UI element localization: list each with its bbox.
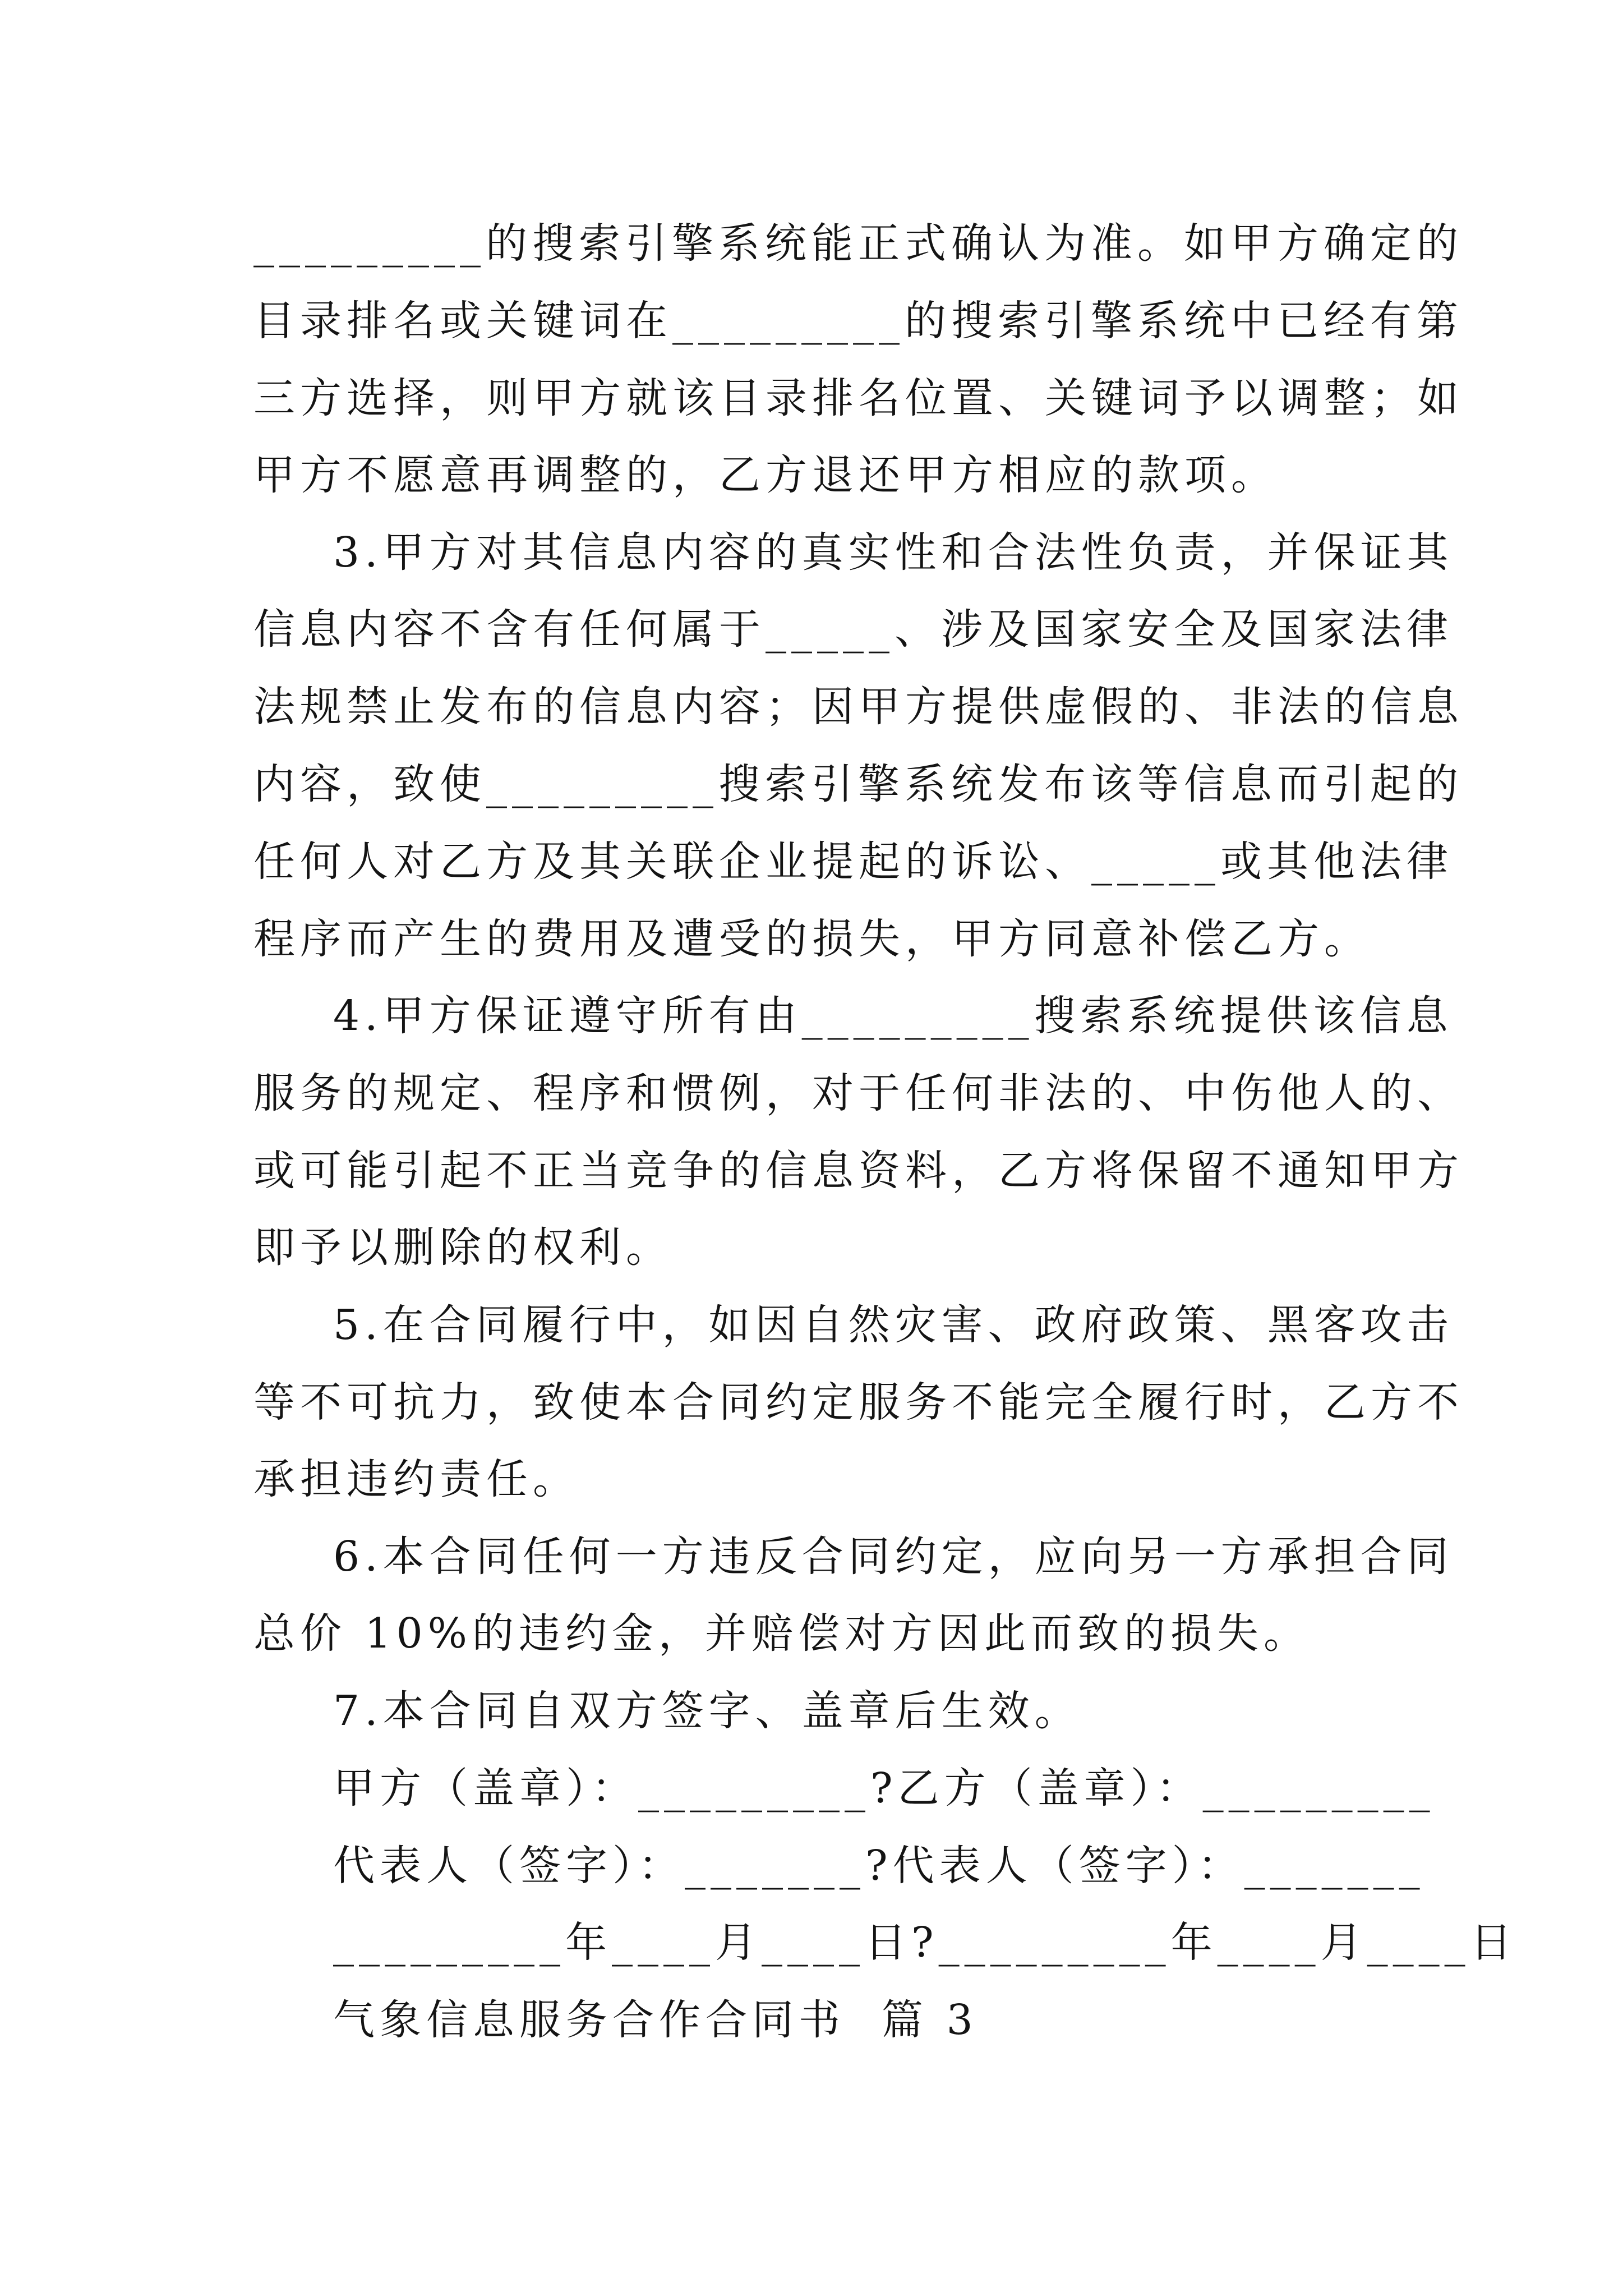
text-line-3: 三方选择，则甲方就该目录排名位置、关键词予以调整；如 xyxy=(253,374,1464,422)
clause-3-line-6: 程序而产生的费用及遭受的损失，甲方同意补偿乙方。 xyxy=(253,915,1371,963)
clause-3-line-5: 任何人对乙方及其关联企业提起的诉讼、_____或其他法律 xyxy=(253,838,1453,886)
clause-3-line-1: 3.甲方对其信息内容的真实性和合法性负责，并保证其 xyxy=(333,528,1454,577)
clause-4-line-2: 服务的规定、程序和惯例，对于任何非法的、中伤他人的、 xyxy=(253,1069,1464,1117)
text-line-4: 甲方不愿意再调整的，乙方退还甲方相应的款项。 xyxy=(253,451,1278,499)
signature-date-line: _________年____月____日?_________年____月____日 xyxy=(333,1918,1517,1967)
clause-6-line-2: 总价 10%的违约金，并赔偿对方因此而致的损失。 xyxy=(253,1609,1310,1658)
clause-4-line-1: 4.甲方保证遵守所有由_________搜索系统提供该信息 xyxy=(333,992,1453,1040)
clause-3-line-3: 法规禁止发布的信息内容；因甲方提供虚假的、非法的信息 xyxy=(253,683,1464,731)
text-line-2: 目录排名或关键词在_________的搜索引擎系统中已经有第 xyxy=(253,297,1463,345)
text-line-1: _________的搜索引擎系统能正式确认为准。如甲方确定的 xyxy=(253,219,1463,268)
signature-seal-line: 甲方（盖章）：_________?乙方（盖章）：_________ xyxy=(333,1764,1435,1812)
clause-7-line: 7.本合同自双方签字、盖章后生效。 xyxy=(333,1687,1081,1735)
clause-5-line-3: 承担违约责任。 xyxy=(253,1455,579,1503)
section-title: 气象信息服务合作合同书 篇 3 xyxy=(333,1996,978,2044)
signature-representative-line: 代表人（签字）：_______?代表人（签字）：_______ xyxy=(333,1842,1425,1890)
clause-3-line-4: 内容，致使_________搜索引擎系统发布该等信息而引起的 xyxy=(253,760,1463,808)
clause-5-line-2: 等不可抗力，致使本合同约定服务不能完全履行时，乙方不 xyxy=(253,1378,1464,1427)
clause-4-line-3: 或可能引起不正当竞争的信息资料，乙方将保留不通知甲方 xyxy=(253,1147,1464,1195)
clause-5-line-1: 5.在合同履行中，如因自然灾害、政府政策、黑客攻击 xyxy=(333,1301,1454,1349)
clause-3-line-2: 信息内容不含有任何属于_____、涉及国家安全及国家法律 xyxy=(253,605,1453,654)
clause-6-line-1: 6.本合同任何一方违反合同约定，应向另一方承担合同 xyxy=(333,1533,1454,1581)
clause-4-line-4: 即予以删除的权利。 xyxy=(253,1223,672,1272)
